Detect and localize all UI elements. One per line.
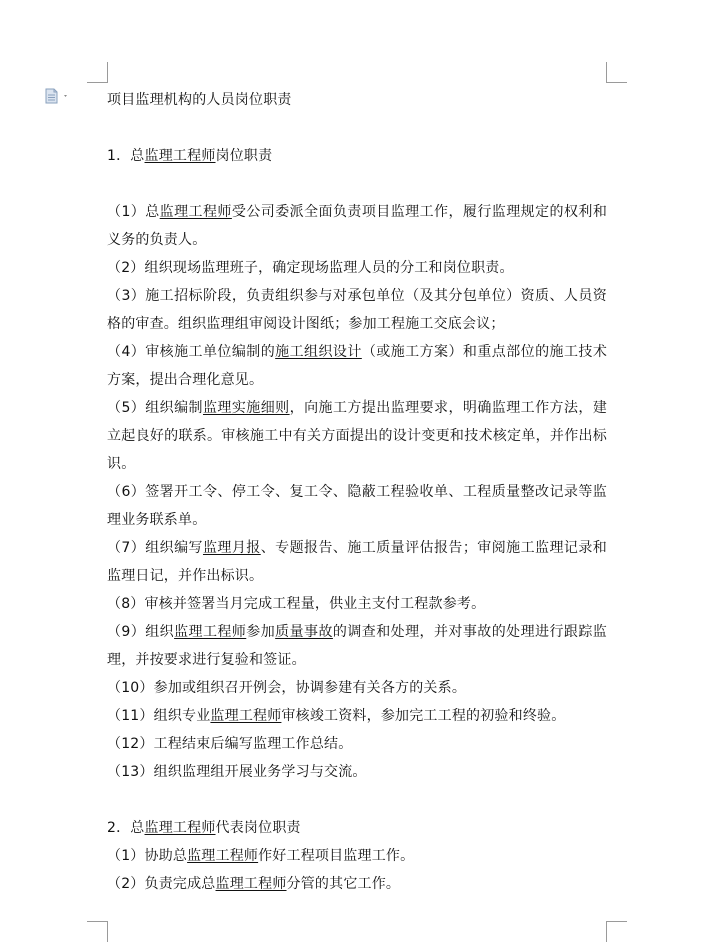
document-body[interactable] [107, 86, 607, 898]
list-item-continuation: 理，并按要求进行复验和签证。 [107, 652, 306, 668]
section-1-heading: 1．总监理工程师岗位职责 [107, 148, 273, 164]
list-item-continuation: 监理日记，并作出标识。 [107, 568, 264, 584]
list-item: （1）协助总监理工程师作好工程项目监理工作。 [107, 848, 415, 864]
link-quality-accident[interactable]: 质量事故 [275, 624, 333, 640]
list-item: （1）总监理工程师受公司委派全面负责项目监理工作，履行监理规定的权利和 [107, 204, 607, 220]
list-item: （5）组织编制监理实施细则，向施工方提出监理要求，明确监理工作方法，建 [107, 400, 607, 416]
page-corner-mark-bottom-right [606, 921, 627, 942]
list-item: （12）工程结束后编写监理工作总结。 [107, 736, 353, 752]
list-item: （7）组织编写监理月报、专题报告、施工质量评估报告；审阅施工监理记录和 [107, 540, 607, 556]
document-icon [44, 88, 72, 104]
section-2-heading: 2．总监理工程师代表岗位职责 [107, 820, 301, 836]
page-corner-mark-bottom-left [87, 921, 108, 942]
page-corner-mark-top-right [606, 62, 627, 83]
list-item: （4）审核施工单位编制的施工组织设计（或施工方案）和重点部位的施工技术 [107, 344, 607, 360]
list-item: （9）组织监理工程师参加质量事故的调查和处理，并对事故的处理进行跟踪监 [107, 624, 607, 640]
list-item: （11）组织专业监理工程师审核竣工资料，参加完工工程的初验和终验。 [107, 708, 566, 724]
list-item: （3）施工招标阶段，负责组织参与对承包单位（及其分包单位）资质、人员资 [107, 288, 607, 304]
list-item-continuation: 理业务联系单。 [107, 512, 207, 528]
paragraph-options-button[interactable] [44, 88, 72, 104]
page-corner-mark-top-left [87, 62, 108, 83]
list-item-continuation: 义务的负责人。 [107, 232, 207, 248]
link-construction-design[interactable]: 施工组织设计 [275, 344, 362, 360]
list-item-continuation: 方案，提出合理化意见。 [107, 372, 264, 388]
link-supervision-engineer[interactable]: 监理工程师 [215, 876, 287, 892]
link-supervision-engineer[interactable]: 监理工程师 [187, 848, 259, 864]
document-title: 项目监理机构的人员岗位职责 [107, 92, 292, 108]
list-item: （2）负责完成总监理工程师分管的其它工作。 [107, 876, 401, 892]
list-item: （8）审核并签署当月完成工程量，供业主支付工程款参考。 [107, 596, 486, 612]
chevron-down-icon [64, 95, 67, 97]
link-supervision-engineer[interactable]: 监理工程师 [210, 708, 282, 724]
list-item-continuation: 识。 [107, 456, 136, 472]
link-supervision-rules[interactable]: 监理实施细则 [202, 400, 290, 416]
list-item: （13）组织监理组开展业务学习与交流。 [107, 764, 367, 780]
list-item: （2）组织现场监理班子，确定现场监理人员的分工和岗位职责。 [107, 260, 514, 276]
list-item-continuation: 立起良好的联系。审核施工中有关方面提出的设计变更和技术核定单，并作出标 [107, 428, 607, 444]
list-item: （6）签署开工令、停工令、复工令、隐蔽工程验收单、工程质量整改记录等监 [107, 484, 607, 500]
list-item-continuation: 格的审查。组织监理组审阅设计图纸；参加工程施工交底会议； [107, 316, 505, 332]
list-item: （10）参加或组织召开例会，协调参建有关各方的关系。 [107, 680, 467, 696]
link-monthly-report[interactable]: 监理月报 [202, 540, 261, 556]
link-supervision-engineer[interactable]: 监理工程师 [174, 624, 247, 640]
